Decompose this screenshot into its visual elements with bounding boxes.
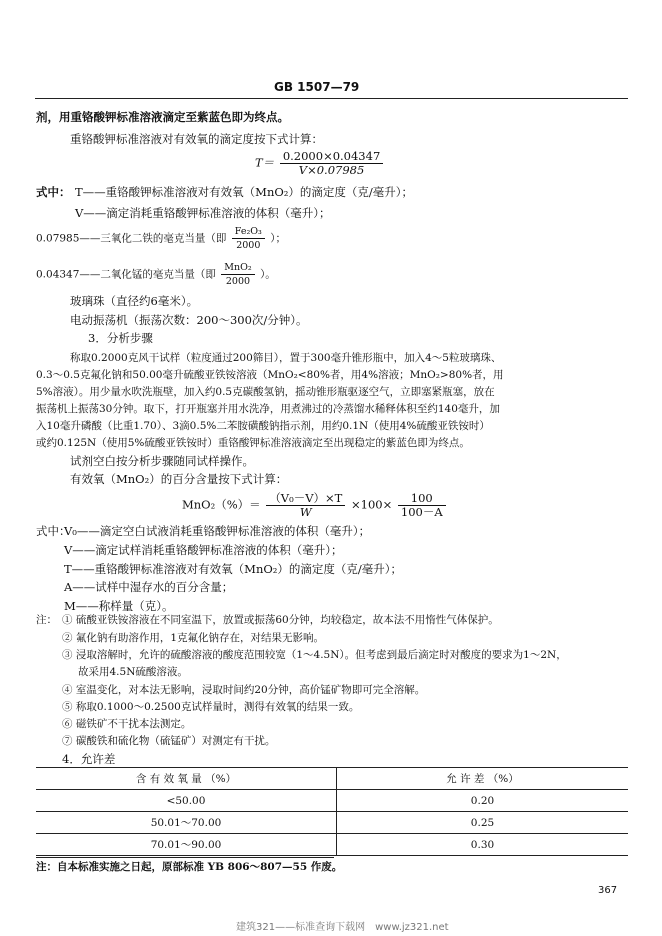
cell-tolerance: 0.30 xyxy=(337,834,629,856)
note-item: ④ 室温变化，对本法无影响，浸取时间约20分钟，高价锰矿物即可完全溶解。 xyxy=(62,684,426,696)
def2-m: M——称样量（克）。 xyxy=(64,599,174,613)
const2-suffix: ）。 xyxy=(260,268,276,281)
section3-p1-line: 5%溶液）。用少量水吹洗瓶壁，加入约0.5克碳酸氢钠，摇动锥形瓶驱逐空气，立即塞紧瓶塞，放在 xyxy=(36,386,495,398)
def1-t: T——重铬酸钾标准溶液对有效氧（MnO₂）的滴定度（克/毫升）； xyxy=(75,185,414,199)
header-rule xyxy=(35,98,628,99)
formula2-lhs: MnO₂（%）＝ xyxy=(182,497,261,512)
formula2-den1: W xyxy=(299,505,312,519)
note-item: ③ 浸取溶解时，允许的硫酸溶液的酸度范围较宽（1～4.5N）。但考虑到最后滴定时对酸度的要求为1～2N， xyxy=(62,649,567,661)
note-item: ⑥ 磁铁矿不干扰本法测定。 xyxy=(62,718,192,730)
section3-p1-line: 入10毫升磷酸（比重1.70）、3滴0.5%二苯胺磺酸钠指示剂，用约0.1N（使用4%硫酸亚铁铵时） xyxy=(36,420,490,432)
col-tolerance: 允 许 差 （%） xyxy=(337,768,629,790)
section3-p1-line: 称取0.2000克风干试样（粒度通过200筛目），置于300毫升锥形瓶中，加入4～5粒玻璃珠、 xyxy=(70,352,502,364)
notes-label: 注： xyxy=(36,614,57,626)
intro-line-2: 重铬酸钾标准溶液对有效氧的滴定度按下式计算： xyxy=(70,132,323,146)
constant-fe2o3 xyxy=(36,225,286,252)
formula-titer-lhs: T＝ xyxy=(255,155,275,170)
col-oxygen-content: 含 有 效 氧 量 （%） xyxy=(36,768,337,790)
table-row xyxy=(36,790,628,812)
formula-titer xyxy=(255,150,385,177)
formula-titer-numerator: 0.2000×0.04347 xyxy=(280,150,383,164)
note-item: ② 氟化钠有助溶作用，1克氟化钠存在，对结果无影响。 xyxy=(62,632,325,644)
section4-title: 4．允许差 xyxy=(62,752,116,766)
intro-line-1: 剂，用重铬酸钾标准溶液滴定至紫蓝色即为终点。 xyxy=(36,110,289,124)
formula2-num1: （V₀－V）×T xyxy=(266,492,345,506)
constant-mno2 xyxy=(36,261,276,288)
cell-tolerance: 0.20 xyxy=(337,790,629,812)
def2-v: V——滴定试样消耗重铬酸钾标准溶液的体积（毫升）； xyxy=(64,543,343,557)
equipment-shaker: 电动振荡机（振荡次数：200～300次/分钟）。 xyxy=(70,313,308,327)
cell-range: <50.00 xyxy=(36,790,337,812)
formula2-mid: ×100× xyxy=(351,497,393,512)
section3-p1-line: 振荡机上振荡30分钟。取下，打开瓶塞并用水洗净，用煮沸过的冷蒸馏水稀释体积至约140毫升，加 xyxy=(36,403,500,415)
note-item: ⑤ 称取0.1000～0.2500克试样量时，测得有效氧的结果一致。 xyxy=(62,701,360,713)
const1-prefix: 0.07985——三氧化二铁的毫克当量（即 xyxy=(36,232,227,245)
formula-titer-denominator: V×0.07985 xyxy=(298,163,365,177)
footnote-rule xyxy=(36,857,334,858)
section3-p1-line: 或约0.125N（使用5%硫酸亚铁铵时）重铬酸钾标准溶液滴定至出现稳定的紫蓝色即为终点。 xyxy=(36,437,470,449)
cell-range: 50.01～70.00 xyxy=(36,812,337,834)
formula2-den2: 100－A xyxy=(400,505,443,519)
const2-den: 2000 xyxy=(225,276,251,287)
note-item: 故采用4.5N硫酸溶液。 xyxy=(78,666,188,678)
table-row xyxy=(36,834,628,856)
footnote: 注：自本标准实施之日起，原部标准 YB 806～807—55 作废。 xyxy=(36,861,343,873)
table-row xyxy=(36,812,628,834)
def1-v: V——滴定消耗重铬酸钾标准溶液的体积（毫升）； xyxy=(75,206,331,220)
page-number: 367 xyxy=(598,885,618,896)
const2-prefix: 0.04347——二氧化锰的毫克当量（即 xyxy=(36,268,216,281)
section3-p1-line: 0.3～0.5克氟化钠和50.00毫升硫酸亚铁铵溶液（MnO₂<80%者，用4%溶液；MnO₂>80%者，用 xyxy=(36,369,504,381)
def2-t: T——重铬酸钾标准溶液对有效氧（MnO₂）的滴定度（克/毫升）； xyxy=(64,562,403,576)
watermark: 建筑321——标准查询下载网 www.jz321.net xyxy=(236,922,449,933)
document-header: GB 1507—79 xyxy=(274,80,360,94)
const2-num: MnO₂ xyxy=(221,261,254,275)
tolerance-table xyxy=(36,767,628,856)
formula2-num2: 100 xyxy=(398,492,446,506)
note-item: ⑦ 碳酸铁和硫化物（硫锰矿）对测定有干扰。 xyxy=(62,735,276,747)
def2-a: A——试样中湿存水的百分含量； xyxy=(64,580,234,594)
const1-den: 2000 xyxy=(236,240,261,251)
const1-suffix: ）； xyxy=(270,232,286,245)
def1-label: 式中： xyxy=(36,185,71,199)
formula-mno2-percent xyxy=(182,492,448,519)
blank-test-note: 试剂空白按分析步骤随同试样操作。 xyxy=(70,454,254,468)
table-header-row xyxy=(36,768,628,790)
def2-v0: V₀——滴定空白试液消耗重铬酸钾标准溶液的体积（毫升）； xyxy=(64,524,371,538)
equipment-glass-beads: 玻璃珠（直径约6毫米）。 xyxy=(70,294,199,308)
def2-label: 式中： xyxy=(36,524,71,538)
const1-num: Fe₂O₃ xyxy=(232,225,265,239)
note-item: ① 硫酸亚铁铵溶液在不同室温下，放置或振荡60分钟，均较稳定，故本法不用惰性气体保护。 xyxy=(62,614,499,626)
cell-tolerance: 0.25 xyxy=(337,812,629,834)
section3-title: 3．分析步骤 xyxy=(88,331,153,345)
cell-range: 70.01～90.00 xyxy=(36,834,337,856)
calc-intro: 有效氧（MnO₂）的百分含量按下式计算： xyxy=(70,472,288,486)
